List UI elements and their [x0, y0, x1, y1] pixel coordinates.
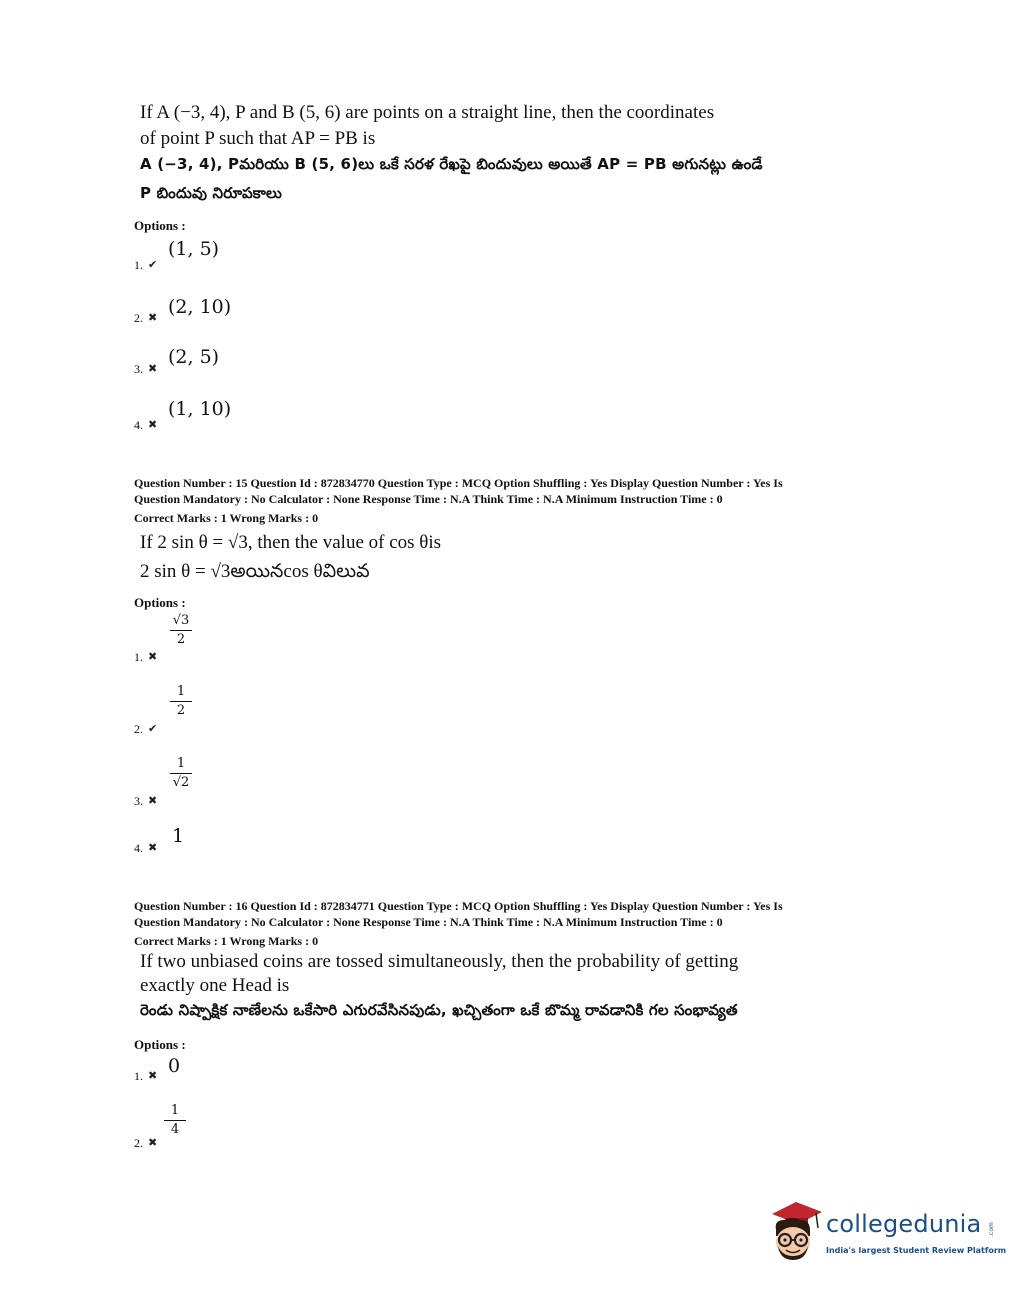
q14-text-line2: of point P such that AP = PB is: [140, 128, 376, 149]
q16-text-line2: exactly one Head is: [140, 975, 290, 996]
option-number: 3.: [134, 362, 143, 376]
option-number: 1.: [134, 650, 143, 664]
q15-telugu-line1: 2 sin θ = √3అయినcos θవిలువ: [140, 561, 370, 582]
q15-text-line1: If 2 sin θ = √3, then the value of cos θis: [140, 532, 442, 553]
q15-options-label: Options :: [134, 595, 186, 610]
cross-icon: ✖: [148, 1069, 158, 1082]
option-fraction: [170, 614, 192, 647]
fraction-numerator: 1: [164, 1104, 186, 1121]
q16-meta-line1: Question Number : 16 Question Id : 872834771 Question Type : MCQ Option Shuffling : Yes Display Question Number : Yes Is: [134, 899, 783, 913]
mascot-icon: [766, 1198, 826, 1270]
logo-tagline: India's largest Student Review Platform: [826, 1246, 1007, 1255]
check-icon: ✔: [148, 722, 158, 735]
q14-text-line1: If A (−3, 4), P and B (5, 6) are points on a straight line, then the coordinates: [140, 102, 715, 123]
option-number: 3.: [134, 794, 143, 808]
q15-meta-line2: Question Mandatory : No Calculator : None Response Time : N.A Think Time : N.A Minimum Instruction Time : 0: [134, 492, 723, 506]
option-value: 0: [168, 1055, 181, 1077]
fraction-numerator: √3: [170, 614, 192, 631]
option-number: 1.: [134, 1069, 143, 1083]
option-number: 2.: [134, 1136, 143, 1150]
option-value: (1, 5): [168, 238, 220, 260]
cross-icon: ✖: [148, 841, 158, 854]
option-number: 2.: [134, 722, 143, 736]
cross-icon: ✖: [148, 311, 158, 324]
option-fraction: [170, 685, 192, 718]
cross-icon: ✖: [148, 362, 158, 375]
collegedunia-logo[interactable]: [766, 1196, 1007, 1276]
option-value: (2, 10): [168, 296, 232, 318]
option-number: 4.: [134, 418, 143, 432]
fraction-denominator: 2: [176, 632, 186, 647]
logo-domain-suffix: .com: [987, 1222, 995, 1237]
q16-meta-line3: Correct Marks : 1 Wrong Marks : 0: [134, 934, 319, 948]
q15-meta-line3: Correct Marks : 1 Wrong Marks : 0: [134, 511, 319, 525]
cross-icon: ✖: [148, 794, 158, 807]
option-value: (2, 5): [168, 346, 220, 368]
q16-options-label: Options :: [134, 1037, 186, 1052]
q15-meta-line1: Question Number : 15 Question Id : 872834770 Question Type : MCQ Option Shuffling : Yes Display Question Number : Yes Is: [134, 476, 783, 490]
option-value: 1: [172, 825, 185, 847]
fraction-denominator: 4: [170, 1122, 180, 1137]
option-number: 4.: [134, 841, 143, 855]
fraction-numerator: 1: [170, 757, 192, 774]
logo-wordmark: collegedunia: [826, 1210, 982, 1238]
cross-icon: ✖: [148, 1136, 158, 1149]
q16-meta-line2: Question Mandatory : No Calculator : None Response Time : N.A Think Time : N.A Minimum Instruction Time : 0: [134, 915, 723, 929]
cross-icon: ✖: [148, 650, 158, 663]
option-number: 1.: [134, 258, 143, 272]
q14-telugu-line2: P బిందువు నిరూపకాలు: [140, 184, 283, 202]
fraction-numerator: 1: [170, 685, 192, 702]
option-fraction: [170, 757, 192, 790]
fraction-denominator: √2: [172, 775, 190, 790]
q14-telugu-line1: A (−3, 4), Pమరియు B (5, 6)లు ఒకే సరళ రేఖపై బిందువులు అయితే AP = PB అగునట్లు ఉండే: [140, 155, 763, 173]
q16-telugu-line1: రెండు నిష్పాక్షిక నాణేలను ఒకేసారి ఎగురవేసినపుడు, ఖచ్చితంగా ఒకే బొమ్మ రావడానికి గల సంభావ్యత: [140, 1001, 738, 1019]
q16-text-line1: If two unbiased coins are tossed simultaneously, then the probability of getting: [140, 951, 739, 972]
cross-icon: ✖: [148, 418, 158, 431]
q14-options-label: Options :: [134, 218, 186, 233]
check-icon: ✔: [148, 258, 158, 271]
option-fraction: [164, 1104, 186, 1137]
fraction-denominator: 2: [176, 703, 186, 718]
option-number: 2.: [134, 311, 143, 325]
option-value: (1, 10): [168, 398, 232, 420]
